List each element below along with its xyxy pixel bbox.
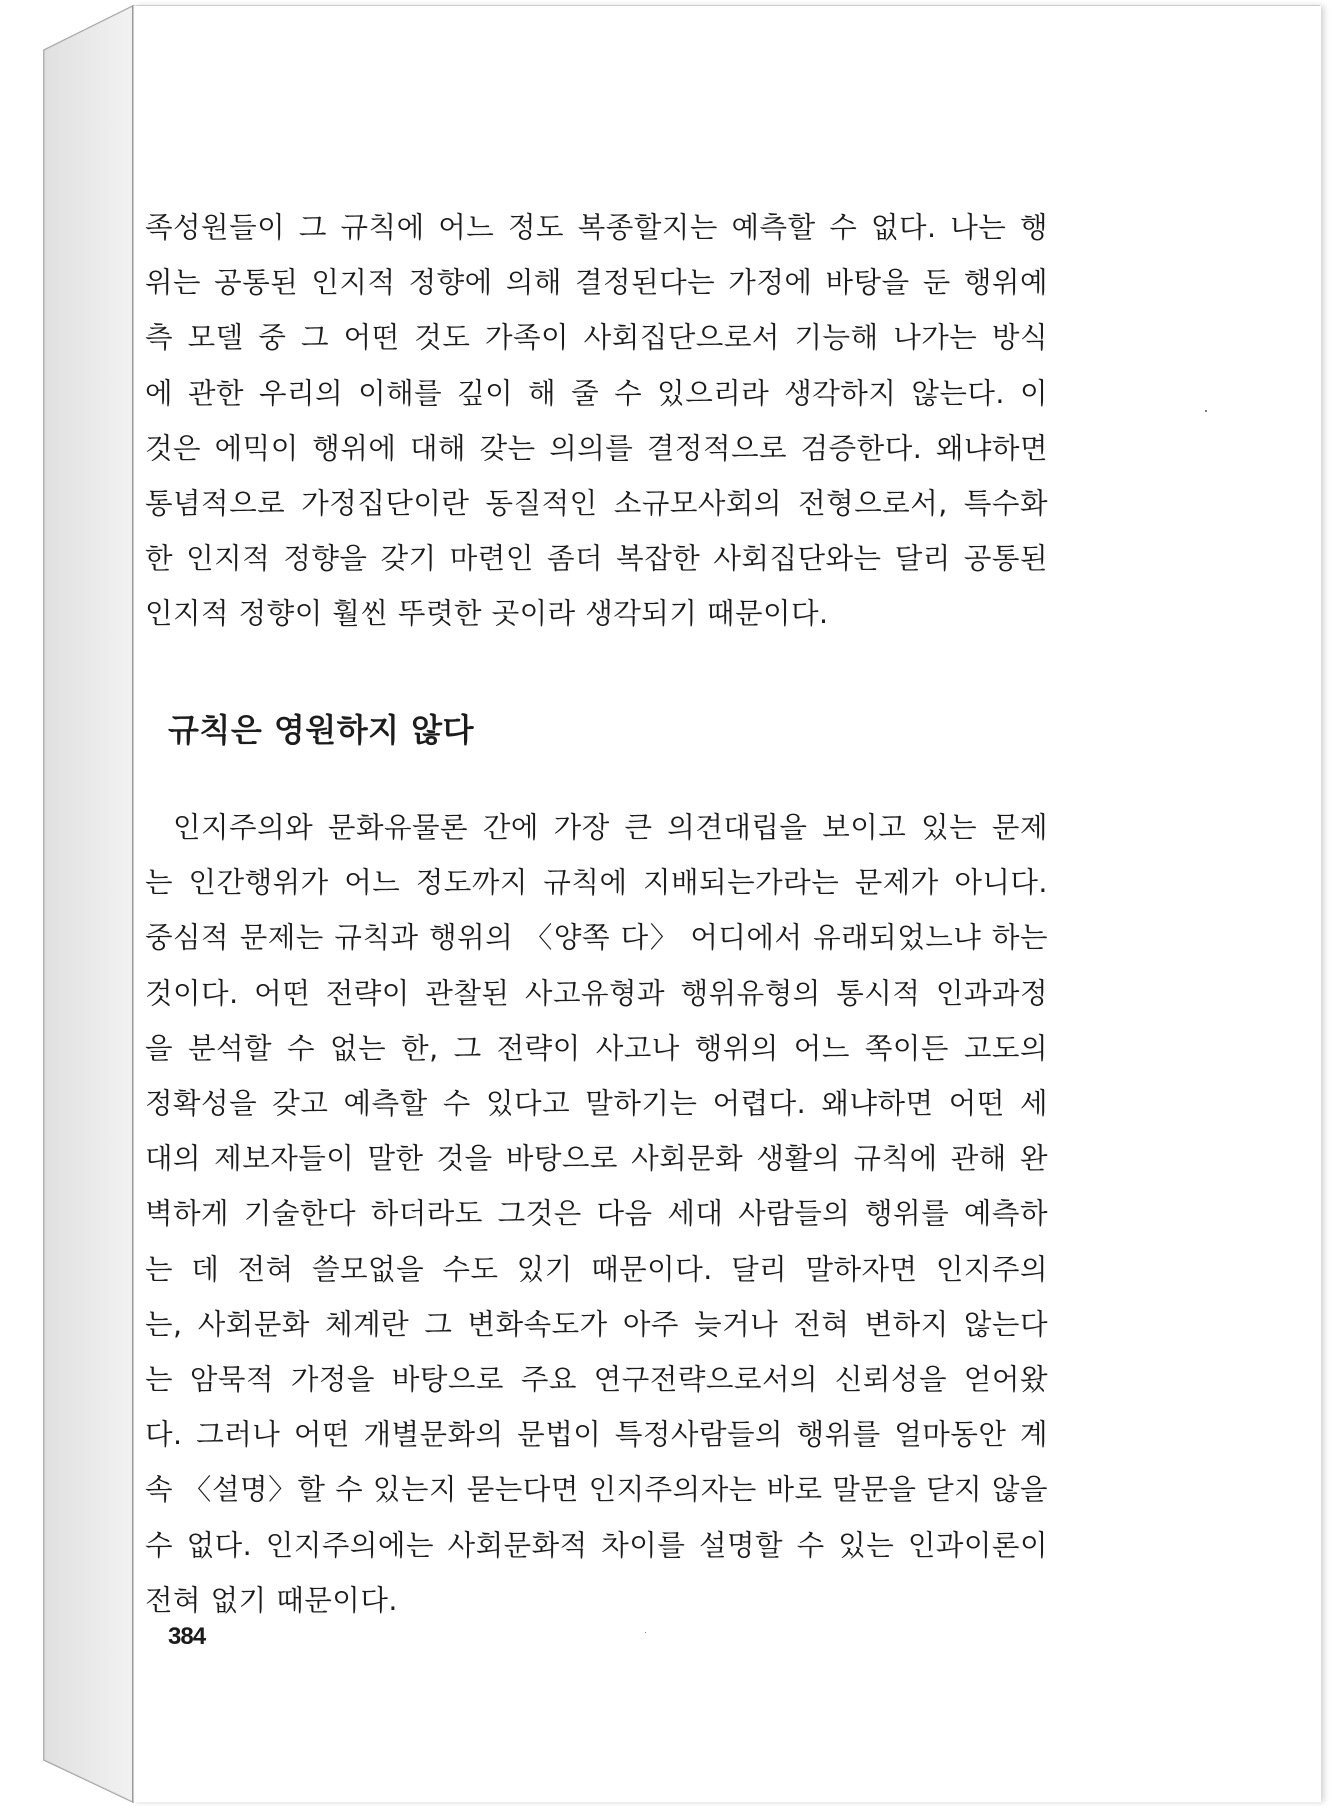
text-line: 것은 에믹이 행위에 대해 갖는 의의를 결정적으로 검증한다. 왜냐하면 xyxy=(145,431,1048,465)
text-line: 통념적으로 가정집단이란 동질적인 소규모사회의 전형으로서, 특수화 xyxy=(145,487,1048,521)
paragraph-2 xyxy=(145,800,1048,1628)
text-line: 는 데 전혀 쓸모없을 수도 있기 때문이다. 달리 말하자면 인지주의 xyxy=(145,1252,1048,1286)
paragraph-1 xyxy=(145,200,1048,642)
text-line: 벽하게 기술한다 하더라도 그것은 다음 세대 사람들의 행위를 예측하 xyxy=(145,1197,1048,1231)
text-line: 전혀 없기 때문이다. xyxy=(145,1583,398,1617)
page-number: 384 xyxy=(168,1623,206,1650)
text-line: 을 분석할 수 없는 한, 그 전략이 사고나 행위의 어느 쪽이든 고도의 xyxy=(145,1031,1048,1065)
text-line: 수 없다. 인지주의에는 사회문화적 차이를 설명할 수 있는 인과이론이 xyxy=(145,1528,1048,1562)
text-line: 정확성을 갖고 예측할 수 있다고 말하기는 어렵다. 왜냐하면 어떤 세 xyxy=(145,1087,1048,1121)
text-line: 속 〈설명〉할 수 있는지 묻는다면 인지주의자는 바로 말문을 닫지 않을 xyxy=(145,1473,1048,1507)
print-speck xyxy=(1205,410,1207,412)
text-line: 는 인간행위가 어느 정도까지 규칙에 지배되는가라는 문제가 아니다. xyxy=(145,866,1048,900)
text-line: 대의 제보자들이 말한 것을 바탕으로 사회문화 생활의 규칙에 관해 완 xyxy=(145,1142,1048,1176)
text-line: 중심적 문제는 규칙과 행위의 〈양쪽 다〉 어디에서 유래되었느냐 하는 xyxy=(145,921,1048,955)
paragraph-2-text xyxy=(145,800,1048,1628)
text-line: 위는 공통된 인지적 정향에 의해 결정된다는 가정에 바탕을 둔 행위예 xyxy=(145,266,1048,300)
text-line: 족성원들이 그 규칙에 어느 정도 복종할지는 예측할 수 없다. 나는 행 xyxy=(145,211,1048,244)
text-line: 는 암묵적 가정을 바탕으로 주요 연구전략으로서의 신뢰성을 얻어왔 xyxy=(145,1363,1048,1397)
text-line: 것이다. 어떤 전략이 관찰된 사고유형과 행위유형의 통시적 인과과정 xyxy=(145,976,1048,1010)
text-line: 인지주의와 문화유물론 간에 가장 큰 의견대립을 보이고 있는 문제 xyxy=(173,811,1048,844)
text-line: 측 모델 중 그 어떤 것도 가족이 사회집단으로서 기능해 나가는 방식 xyxy=(145,321,1048,355)
section-title: 규칙은 영원하지 않다 xyxy=(168,711,474,749)
paragraph-1-text xyxy=(145,200,1048,642)
print-speck xyxy=(645,1632,646,1633)
text-line: 는, 사회문화 체계란 그 변화속도가 아주 늦거나 전혀 변하지 않는다 xyxy=(145,1307,1048,1341)
text-line: 한 인지적 정향을 갖기 마련인 좀더 복잡한 사회집단와는 달리 공통된 xyxy=(145,542,1048,576)
text-line: 다. 그러나 어떤 개별문화의 문법이 특정사람들의 행위를 얼마동안 계 xyxy=(145,1418,1048,1452)
text-line: 에 관한 우리의 이해를 깊이 해 줄 수 있으리라 생각하지 않는다. 이 xyxy=(145,376,1048,410)
text-line: 인지적 정향이 훨씬 뚜렷한 곳이라 생각되기 때문이다. xyxy=(145,597,829,631)
